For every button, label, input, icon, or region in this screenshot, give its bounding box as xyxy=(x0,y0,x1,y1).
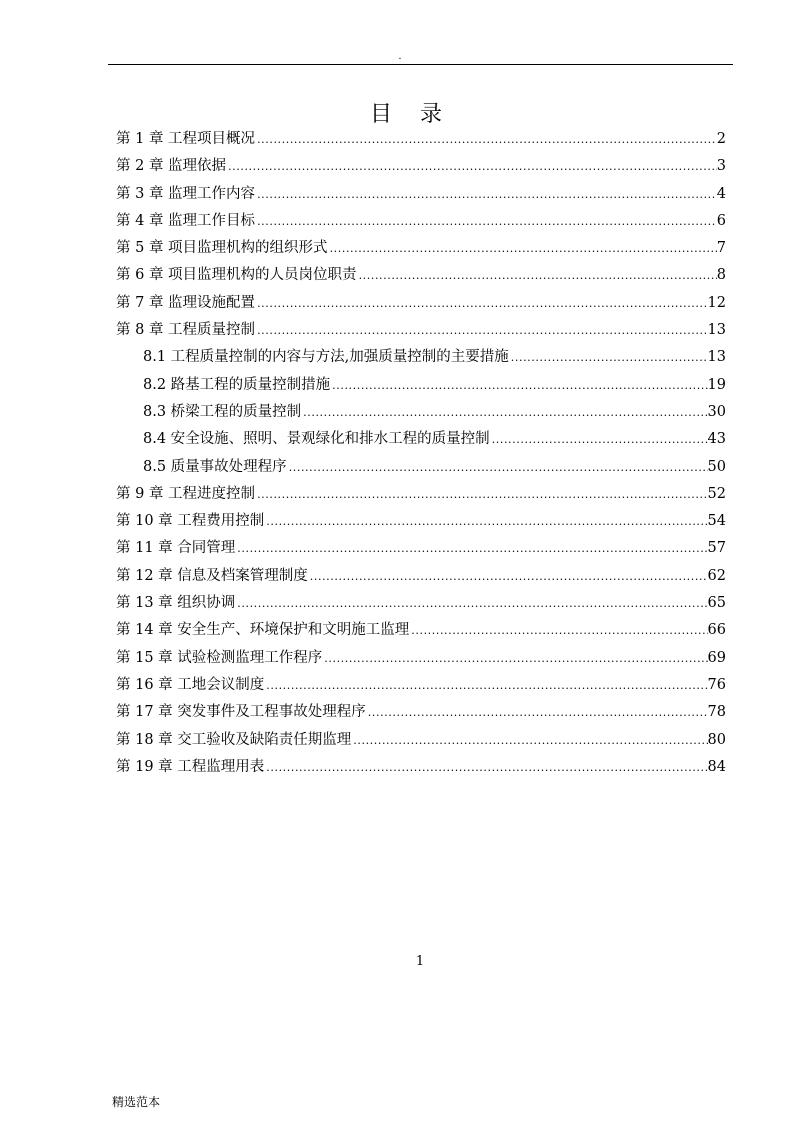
toc-entry-chapter[interactable] xyxy=(116,317,726,344)
toc-entry-chapter[interactable] xyxy=(116,563,726,590)
toc-entry-label: 8.4 安全设施、照明、景观绿化和排水工程的质量控制 xyxy=(143,431,490,448)
toc-entry-section[interactable] xyxy=(116,426,726,453)
toc-entry-label: 第 6 章 项目监理机构的人员岗位职责 xyxy=(116,267,357,284)
toc-entry-label: 第 12 章 信息及档案管理制度 xyxy=(116,567,308,584)
toc-entry-label: 第 19 章 工程监理用表 xyxy=(116,758,265,775)
page-number: 1 xyxy=(415,954,425,969)
toc-entry-page: 78 xyxy=(707,704,726,721)
toc-entry-page: 84 xyxy=(707,758,726,775)
toc-entry-label: 第 11 章 合同管理 xyxy=(116,540,236,557)
toc-dot-leader xyxy=(235,590,707,617)
toc-entry-page: 7 xyxy=(716,240,726,257)
toc-dot-leader xyxy=(255,126,717,153)
toc-dot-leader xyxy=(255,290,707,317)
toc-dot-leader xyxy=(357,262,717,289)
toc-entry-section[interactable] xyxy=(116,399,726,426)
footer-text: 精选范本 xyxy=(112,1095,161,1109)
toc-entry-label: 第 9 章 工程进度控制 xyxy=(116,485,256,502)
toc-entry-chapter[interactable] xyxy=(116,590,726,617)
toc-entry-chapter[interactable] xyxy=(116,727,726,754)
toc-entry-page: 52 xyxy=(707,485,726,502)
toc-entry-page: 65 xyxy=(707,595,726,612)
header-rule xyxy=(108,64,733,65)
toc-entry-label: 第 14 章 安全生产、环境保护和文明施工监理 xyxy=(116,622,410,639)
toc-dot-leader xyxy=(328,235,717,262)
toc-entry-chapter[interactable] xyxy=(116,535,726,562)
toc-dot-leader xyxy=(351,727,707,754)
toc-entry-section[interactable] xyxy=(116,372,726,399)
toc-entry-page: 54 xyxy=(707,513,726,530)
toc-entry-chapter[interactable] xyxy=(116,481,726,508)
toc-dot-leader xyxy=(264,754,707,781)
toc-entry-page: 69 xyxy=(707,649,726,666)
toc-title: 目录 xyxy=(369,102,470,127)
toc-entry-chapter[interactable] xyxy=(116,235,726,262)
toc-entry-chapter[interactable] xyxy=(116,208,726,235)
toc-entry-label: 8.3 桥梁工程的质量控制 xyxy=(143,403,302,420)
toc-entry-chapter[interactable] xyxy=(116,262,726,289)
toc-entry-chapter[interactable] xyxy=(116,617,726,644)
toc-entry-label: 第 4 章 监理工作目标 xyxy=(116,212,256,229)
toc-entry-page: 62 xyxy=(707,567,726,584)
toc-entry-page: 3 xyxy=(716,158,726,175)
toc-dot-leader xyxy=(322,645,707,672)
toc-dot-leader xyxy=(409,617,707,644)
toc-dot-leader xyxy=(226,153,717,180)
toc-dot-leader xyxy=(255,317,707,344)
toc-entry-chapter[interactable] xyxy=(116,672,726,699)
toc-entry-page: 13 xyxy=(707,322,726,339)
toc-entry-page: 8 xyxy=(716,267,726,284)
toc-dot-leader xyxy=(490,426,708,453)
toc-entry-section[interactable] xyxy=(116,454,726,481)
toc-dot-leader xyxy=(255,208,717,235)
toc-entry-chapter[interactable] xyxy=(116,290,726,317)
toc-entry-label: 第 8 章 工程质量控制 xyxy=(116,322,256,339)
toc-dot-leader xyxy=(308,563,708,590)
toc-entry-label: 第 10 章 工程费用控制 xyxy=(116,513,265,530)
table-of-contents xyxy=(116,126,726,781)
toc-entry-label: 8.5 质量事故处理程序 xyxy=(143,458,287,475)
toc-entry-label: 第 13 章 组织协调 xyxy=(116,595,236,612)
toc-entry-label: 第 18 章 交工验收及缺陷责任期监理 xyxy=(116,731,352,748)
toc-entry-label: 第 1 章 工程项目概况 xyxy=(116,131,256,147)
toc-entry-chapter[interactable] xyxy=(116,754,726,781)
toc-entry-page: 80 xyxy=(707,731,726,748)
toc-entry-page: 2 xyxy=(716,131,726,147)
toc-entry-page: 13 xyxy=(707,349,726,366)
toc-entry-page: 43 xyxy=(707,431,726,448)
toc-entry-page: 6 xyxy=(716,212,726,229)
toc-entry-label: 第 15 章 试验检测监理工作程序 xyxy=(116,649,323,666)
toc-entry-label: 8.1 工程质量控制的内容与方法,加强质量控制的主要措施 xyxy=(143,349,509,366)
toc-entry-label: 第 7 章 监理设施配置 xyxy=(116,294,256,311)
toc-entry-page: 66 xyxy=(707,622,726,639)
toc-entry-page: 50 xyxy=(707,458,726,475)
header-mark: . xyxy=(398,51,402,62)
toc-entry-page: 19 xyxy=(707,376,726,393)
toc-entry-label: 第 5 章 项目监理机构的组织形式 xyxy=(116,240,328,257)
toc-entry-section[interactable] xyxy=(116,344,726,371)
toc-dot-leader xyxy=(330,372,707,399)
toc-dot-leader xyxy=(235,535,707,562)
toc-entry-chapter[interactable] xyxy=(116,153,726,180)
toc-entry-chapter[interactable] xyxy=(116,126,726,153)
toc-entry-page: 76 xyxy=(707,676,726,693)
toc-dot-leader xyxy=(287,454,708,481)
toc-entry-label: 第 3 章 监理工作内容 xyxy=(116,185,256,202)
toc-dot-leader xyxy=(366,699,708,726)
toc-entry-chapter[interactable] xyxy=(116,699,726,726)
toc-entry-page: 4 xyxy=(716,185,726,202)
toc-entry-page: 30 xyxy=(707,403,726,420)
toc-dot-leader xyxy=(509,344,708,371)
toc-entry-page: 12 xyxy=(707,294,726,311)
toc-entry-chapter[interactable] xyxy=(116,508,726,535)
toc-entry-label: 第 17 章 突发事件及工程事故处理程序 xyxy=(116,704,366,721)
toc-dot-leader xyxy=(255,481,707,508)
toc-dot-leader xyxy=(301,399,707,426)
toc-entry-label: 8.2 路基工程的质量控制措施 xyxy=(143,376,331,393)
toc-dot-leader xyxy=(255,181,717,208)
toc-entry-page: 57 xyxy=(707,540,726,557)
toc-entry-chapter[interactable] xyxy=(116,645,726,672)
toc-dot-leader xyxy=(264,508,707,535)
toc-entry-label: 第 16 章 工地会议制度 xyxy=(116,676,265,693)
toc-entry-label: 第 2 章 监理依据 xyxy=(116,158,227,175)
toc-entry-chapter[interactable] xyxy=(116,181,726,208)
toc-dot-leader xyxy=(264,672,707,699)
